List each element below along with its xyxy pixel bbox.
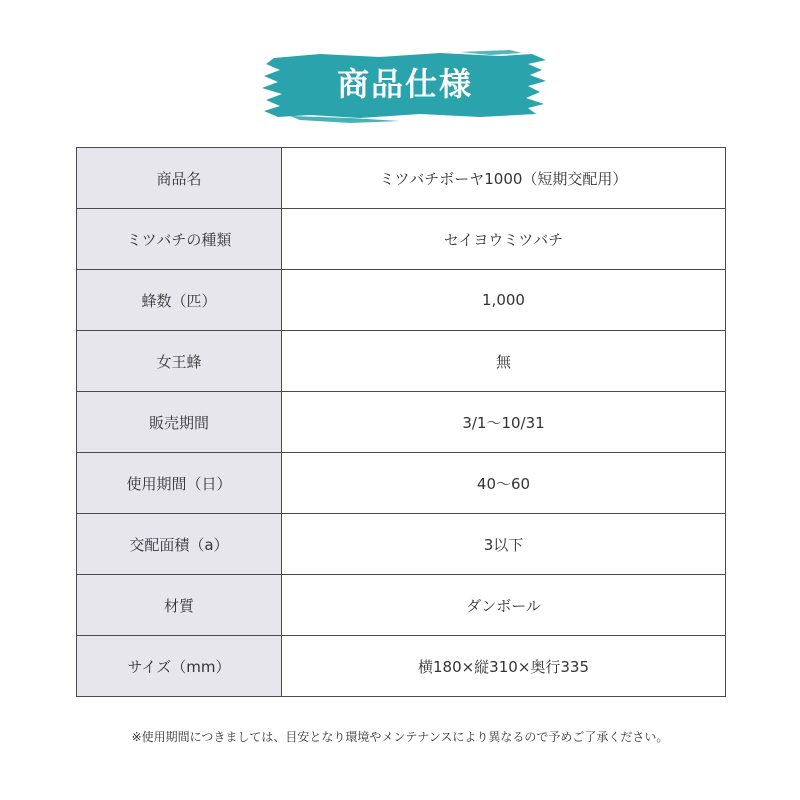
spec-value: 3以下 <box>282 514 726 575</box>
table-row <box>77 331 726 392</box>
table-row <box>77 209 726 270</box>
spec-table <box>76 147 726 697</box>
spec-value: 無 <box>282 331 726 392</box>
table-row <box>77 270 726 331</box>
spec-label: 女王蜂 <box>77 331 282 392</box>
spec-value: 横180×縦310×奥行335 <box>282 636 726 697</box>
table-row <box>77 514 726 575</box>
spec-value: 3/1～10/31 <box>282 392 726 453</box>
table-row <box>77 636 726 697</box>
spec-value: ミツバチボーヤ1000（短期交配用） <box>282 148 726 209</box>
spec-label: 材質 <box>77 575 282 636</box>
page-title: 商品仕様 <box>336 65 473 103</box>
spec-label: 交配面積（a） <box>77 514 282 575</box>
table-row <box>77 575 726 636</box>
spec-label: 商品名 <box>77 148 282 209</box>
spec-label: 販売期間 <box>77 392 282 453</box>
spec-label: ミツバチの種類 <box>77 209 282 270</box>
table-row <box>77 453 726 514</box>
table-row <box>77 392 726 453</box>
spec-value: セイヨウミツバチ <box>282 209 726 270</box>
spec-label: 使用期間（日） <box>77 453 282 514</box>
table-row <box>77 148 726 209</box>
spec-label: 蜂数（匹） <box>77 270 282 331</box>
footnote: ※使用期間につきましては、目安となり環境やメンテナンスにより異なるので予めご了承ください。 <box>131 730 669 744</box>
spec-value: ダンボール <box>282 575 726 636</box>
header-banner <box>260 48 550 126</box>
spec-label: サイズ（mm） <box>77 636 282 697</box>
spec-value: 40～60 <box>282 453 726 514</box>
spec-value: 1,000 <box>282 270 726 331</box>
